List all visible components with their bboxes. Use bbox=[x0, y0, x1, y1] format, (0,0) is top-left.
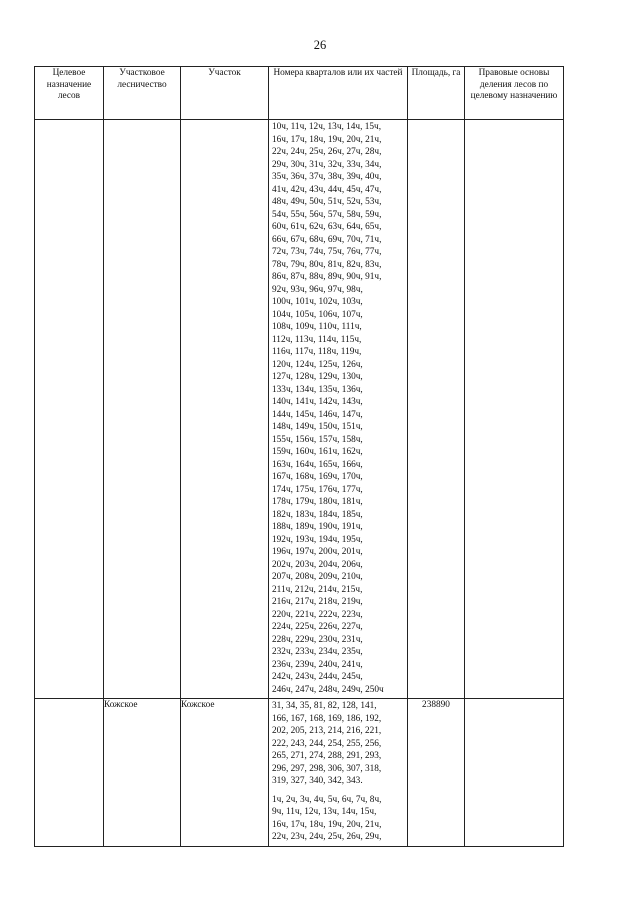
cell-purpose bbox=[35, 120, 104, 699]
cell-legal-basis bbox=[465, 699, 564, 847]
header-purpose: Целевое назначение лесов bbox=[35, 67, 104, 120]
cell-area: 238890 bbox=[408, 699, 465, 847]
header-section: Участок bbox=[181, 67, 269, 120]
table-header-row bbox=[35, 67, 564, 120]
quarters-whole-list: 31, 34, 35, 81, 82, 128, 141, 166, 167, 168, 169, 186, 192, 202, 205, 213, 214, 216, 221, 222, 243, 244, 254, 255, 256, 265, 271, 274, 288, 291, 293, 296, 297, 298, 306, 307, 318, 319, 327, 340, 342, 343. bbox=[272, 701, 382, 786]
cell-district: Кожское bbox=[104, 699, 181, 847]
cell-section bbox=[181, 120, 269, 699]
page-number: 26 bbox=[313, 38, 327, 52]
table-row bbox=[35, 120, 564, 699]
header-area: Площадь, га bbox=[408, 67, 465, 120]
forest-division-table bbox=[34, 66, 564, 847]
cell-area bbox=[408, 120, 465, 699]
quarters-list: 10ч, 11ч, 12ч, 13ч, 14ч, 15ч, 16ч, 17ч, 18ч, 19ч, 20ч, 21ч, 22ч, 24ч, 25ч, 26ч, 27ч, 28ч, 29ч, 30ч, 31ч, 32ч, 33ч, 34ч, 35ч, 36ч, 37ч, 38ч, 39ч, 40ч, 41ч, 42ч, 43ч, 44ч, 45ч, 47ч, 48ч, 49ч, 50ч, 51ч, 52ч, 53ч, 54ч, 55ч, 56ч, 57ч, 58ч, 59ч, 60ч, 61ч, 62ч, 63ч, 64ч, 65ч, 66ч, 67ч, 68ч, 69ч, 70ч, 71ч, 72ч, 73ч, 74ч, 75ч, 76ч, 77ч, 78ч, 79ч, 80ч, 81ч, 82ч, 83ч, 86ч, 87ч, 88ч, 89ч, 90ч, 91ч, 92ч, 93ч, 96ч, 97ч, 98ч, 100ч, 101ч, 102ч, 103ч, 104ч, 105ч, 106ч, 107ч, 108ч, 109ч, 110ч, 111ч, 112ч, 113ч, 114ч, 115ч, 116ч, 117ч, 118ч, 119ч, 120ч, 124ч, 125ч, 126ч, 127ч, 128ч, 129ч, 130ч, 133ч, 134ч, 135ч, 136ч, 140ч, 141ч, 142ч, 143ч, 144ч, 145ч, 146ч, 147ч, 148ч, 149ч, 150ч, 151ч, 155ч, 156ч, 157ч, 158ч, 159ч, 160ч, 161ч, 162ч, 163ч, 164ч, 165ч, 166ч, 167ч, 168ч, 169ч, 170ч, 174ч, 175ч, 176ч, 177ч, 178ч, 179ч, 180ч, 181ч, 182ч, 183ч, 184ч, 185ч, 188ч, 189ч, 190ч, 191ч, 192ч, 193ч, 194ч, 195ч, 196ч, 197ч, 200ч, 201ч, 202ч, 203ч, 204ч, 206ч, 207ч, 208ч, 209ч, 210ч, 211ч, 212ч, 214ч, 215ч, 216ч, 217ч, 218ч, 219ч, 220ч, 221ч, 222ч, 223ч, 224ч, 225ч, 226ч, 227ч, 228ч, 229ч, 230ч, 231ч, 232ч, 233ч, 234ч, 235ч, 236ч, 239ч, 240ч, 241ч, 242ч, 243ч, 244ч, 245ч, 246ч, 247ч, 248ч, 249ч, 250ч bbox=[272, 122, 384, 695]
header-district: Участковое лесничество bbox=[104, 67, 181, 120]
cell-quarters bbox=[269, 699, 408, 847]
header-legal-basis: Правовые основы деления лесов по целевому назначению bbox=[465, 67, 564, 120]
cell-legal-basis bbox=[465, 120, 564, 699]
cell-district bbox=[104, 120, 181, 699]
quarters-parts-list: 1ч, 2ч, 3ч, 4ч, 5ч, 6ч, 7ч, 8ч, 9ч, 11ч, 12ч, 13ч, 14ч, 15ч, 16ч, 17ч, 18ч, 19ч, 20ч, 21ч, 22ч, 23ч, 24ч, 25ч, 26ч, 29ч, bbox=[272, 794, 382, 842]
header-quarters: Номера кварталов или их частей bbox=[269, 67, 408, 120]
cell-quarters bbox=[269, 120, 408, 699]
table-row bbox=[35, 699, 564, 847]
cell-section: Кожское bbox=[181, 699, 269, 847]
cell-purpose bbox=[35, 699, 104, 847]
